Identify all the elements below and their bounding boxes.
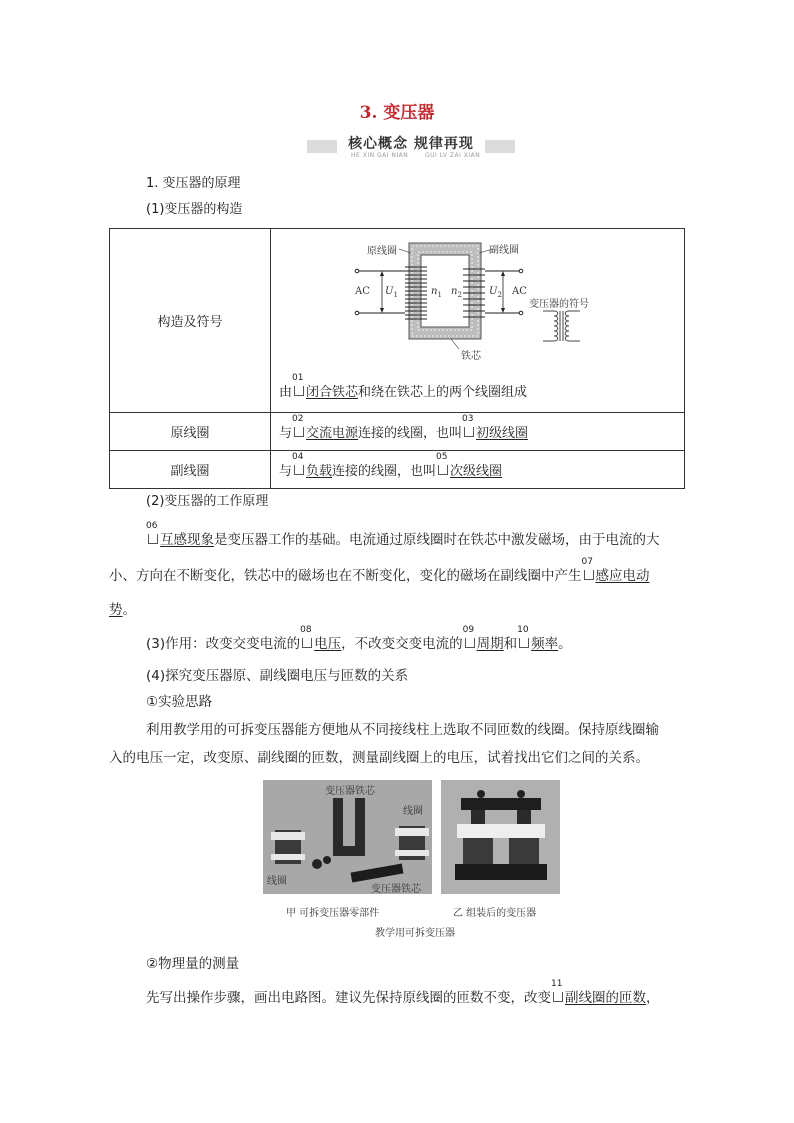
- label-coil-2: 线圈: [267, 876, 287, 887]
- answer-03: 初级线圈: [476, 426, 529, 441]
- section-banner: [307, 131, 515, 161]
- experiment-idea-heading: ①实验思路: [146, 694, 213, 710]
- photo-transformer-parts: [263, 780, 432, 894]
- blank-marker-03: 03: [463, 425, 475, 439]
- section-1-heading: 1. 变压器的原理: [146, 176, 241, 191]
- principle-line-1: 06 互感现象是变压器工作的基础。电流通过原线圈时在铁芯中激发磁场，由于电流的大: [146, 521, 660, 548]
- section-1-1-heading: (1)变压器的构造: [146, 202, 243, 217]
- caption-assembled: 乙 组装后的变压器: [453, 908, 537, 919]
- answer-08: 电压: [314, 636, 342, 652]
- label-ac-right: AC: [512, 286, 527, 297]
- row-secondary-label: 副线圈: [110, 451, 271, 489]
- measurement-heading: ②物理量的测量: [146, 956, 240, 972]
- row-structure-label: 构造及符号: [110, 229, 271, 413]
- answer-10: 频率: [531, 636, 559, 652]
- experiment-idea-line-2: 入的电压一定，改变原、副线圈的匝数，测量副线圈上的电压，试着找出它们之间的关系。: [109, 750, 649, 766]
- section-1-2-heading: (2)变压器的工作原理: [146, 494, 269, 509]
- photo-assembled-transformer: [441, 780, 560, 894]
- figure-caption: 教学用可拆变压器: [375, 928, 455, 939]
- answer-11: 副线圈的匝数: [565, 990, 646, 1006]
- label-iron-core: 铁芯: [461, 351, 481, 362]
- principle-line-3: 势。: [109, 602, 136, 618]
- page-title: 3. 变压器: [359, 103, 435, 123]
- blank-marker-02: 02: [293, 425, 305, 439]
- row-primary-label: 原线圈: [110, 413, 271, 451]
- row-secondary-content: 与 04 负载连接的线圈，也叫 05 次级线圈: [271, 451, 685, 489]
- row-primary-content: 与 02 交流电源连接的线圈，也叫 03 初级线圈: [271, 413, 685, 451]
- structure-table: [109, 228, 685, 489]
- section-1-4-heading: (4)探究变压器原、副线圈电压与匝数的关系: [146, 668, 409, 684]
- banner-pinyin-right: GUI LV ZAI XIAN: [425, 152, 481, 159]
- row-structure-content: [271, 229, 685, 413]
- blank-marker-05: 05: [437, 463, 449, 477]
- answer-02: 交流电源: [306, 426, 359, 441]
- label-u1: $U_1$: [385, 286, 398, 299]
- blank-marker-06: 06: [147, 532, 159, 546]
- blank-marker-07: 07: [583, 568, 595, 582]
- label-ac-left: AC: [355, 286, 370, 297]
- answer-05: 次级线圈: [450, 464, 503, 479]
- answer-04: 负载: [306, 464, 333, 479]
- label-secondary-coil: 副线圈: [489, 245, 519, 256]
- answer-07a: 感应电动: [595, 568, 650, 584]
- answer-01: 闭合铁芯: [306, 385, 359, 400]
- label-primary-coil: 原线圈: [367, 246, 397, 257]
- experiment-idea-line-1: 利用教学用的可拆变压器能方便地从不同接线柱上选取不同匝数的线圈。保持原线圈输: [146, 722, 659, 738]
- label-transformer-core-1: 变压器铁芯: [325, 786, 375, 797]
- label-transformer-symbol: 变压器的符号: [529, 299, 589, 310]
- row-structure-text: 由 01 闭合铁芯和绕在铁芯上的两个线圈组成: [279, 373, 528, 400]
- answer-09: 周期: [476, 636, 504, 652]
- principle-line-2: 小、方向在不断变化，铁芯中的磁场也在不断变化，变化的磁场在副线圈中产生 07 感应电动: [109, 557, 650, 584]
- label-n1: $n_1$: [431, 286, 442, 299]
- blank-marker-01: 01: [293, 384, 305, 398]
- banner-pinyin-left: HE XIN GAI NIAN: [351, 152, 409, 159]
- label-n2: $n_2$: [451, 286, 462, 299]
- label-u2: $U_2$: [489, 286, 502, 299]
- blank-marker-09: 09: [464, 636, 476, 650]
- label-coil-1: 线圈: [403, 806, 423, 817]
- answer-06: 互感现象: [160, 532, 214, 548]
- blank-marker-04: 04: [293, 463, 305, 477]
- blank-marker-11: 11: [552, 990, 564, 1004]
- banner-text: 核心概念 规律再现: [348, 136, 474, 152]
- label-transformer-core-2: 变压器铁芯: [371, 884, 421, 895]
- answer-07b: 势: [109, 602, 123, 618]
- blank-marker-10: 10: [518, 636, 530, 650]
- section-1-3-function: (3)作用：改变交变电流的 08 电压，不改变交变电流的 09 周期和 10 频率。: [146, 625, 572, 652]
- blank-marker-08: 08: [301, 636, 313, 650]
- measurement-line-1: 先写出操作步骤，画出电路图。建议先保持原线圈的匝数不变，改变 11 副线圈的匝数，: [146, 979, 660, 1006]
- caption-parts: 甲 可拆变压器零部件: [286, 908, 380, 919]
